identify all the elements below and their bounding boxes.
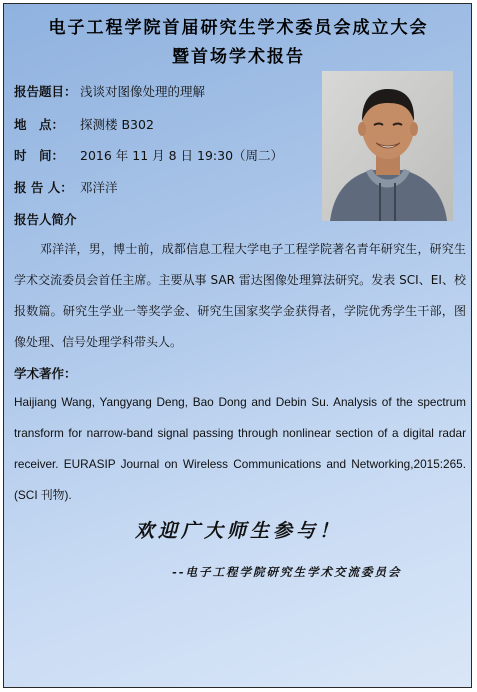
bio-text: 邓洋洋，男，博士前，成都信息工程大学电子工程学院著名青年研究生，研究生学术交流委员会首任主席。主要从事 SAR 雷达图像处理算法研究。发表 SCI、EI、校报数篇。研究生学业一等奖学金、研究生国家奖学金获得者，学院优秀学生干部，图像处理、信号处理学科带头人。 [14,242,466,349]
topic-label: 报告题目： [14,84,77,99]
speaker-value: 邓洋洋 [80,180,118,195]
organizer-signature: --电子工程学院研究生学术交流委员会 [172,565,402,579]
speaker-row [14,178,118,196]
welcome-message: 欢迎广大师生参与！ [134,520,342,542]
location-label: 地 点： [14,117,65,132]
poster [3,3,472,688]
speaker-portrait-image [322,71,453,221]
speaker-label: 报 告 人： [14,180,73,195]
location-value: 探测楼 B302 [80,117,154,132]
publications-text: Haijiang Wang, Yangyang Deng, Bao Dong and Debin Su. Analysis of the spectrum transform for narrow-band signal passing through nonlinear section of a digital radar receiver. EURASIP Journal on Wireless Communications and Networking,2015:265. (SCI 刊物). [14,395,466,502]
time-label: 时 间： [14,148,65,163]
time-value: 2016 年 11 月 8 日 19:30（周二） [80,148,284,163]
speaker-photo [322,71,453,221]
time-row [14,146,283,164]
poster-title: 电子工程学院首届研究生学术委员会成立大会 [48,18,429,38]
publications-heading: 学术著作： [14,366,77,381]
topic-row [14,82,205,100]
bio-heading: 报告人简介 [14,212,77,227]
poster-subtitle: 暨首场学术报告 [172,47,305,67]
location-row [14,115,154,133]
topic-value: 浅谈对图像处理的理解 [80,84,206,99]
